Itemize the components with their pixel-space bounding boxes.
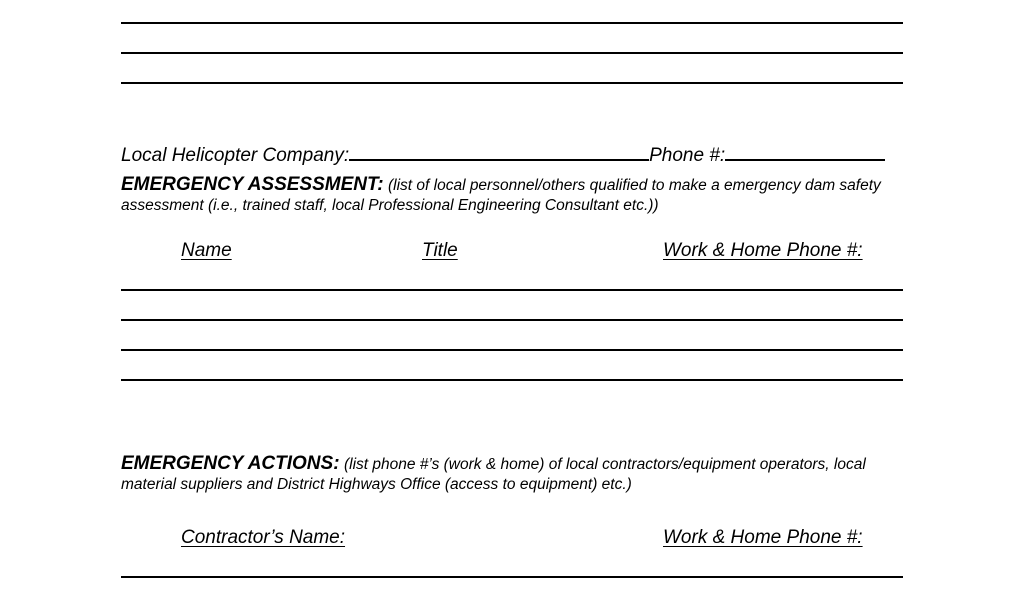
column-header-contractor-phone: Work & Home Phone #: (663, 527, 863, 548)
assessment-section-intro (121, 175, 911, 216)
helicopter-phone-field[interactable] (725, 141, 885, 161)
helicopter-phone-label: Phone #: (649, 145, 726, 166)
column-header-contractor-name: Contractor’s Name: (181, 527, 346, 548)
actions-heading: EMERGENCY ACTIONS: (121, 453, 340, 474)
assessment-entry-line[interactable] (121, 289, 903, 291)
assessment-entry-line[interactable] (121, 319, 903, 321)
blank-entry-line[interactable] (121, 22, 903, 24)
actions-section-intro (121, 454, 911, 495)
blank-entry-line[interactable] (121, 52, 903, 54)
column-header-phone: Work & Home Phone #: (663, 240, 863, 261)
actions-entry-line[interactable] (121, 576, 903, 578)
actions-note: (list phone #’s (work & home) of local contractors/equipment operators, local material suppliers and District Highways Office (access to equipment) etc.) (121, 456, 866, 493)
helicopter-company-field[interactable] (349, 141, 649, 161)
assessment-note: (list of local personnel/others qualified to make a emergency dam safety assessment (i.e., trained staff, local Professional Engineering Consultant etc.)) (121, 177, 881, 214)
assessment-heading: EMERGENCY ASSESSMENT: (121, 174, 384, 195)
column-header-title: Title (422, 240, 458, 261)
helicopter-row (121, 141, 885, 167)
helicopter-company-label: Local Helicopter Company: (121, 145, 350, 166)
assessment-entry-line[interactable] (121, 379, 903, 381)
assessment-entry-line[interactable] (121, 349, 903, 351)
column-header-name: Name (181, 240, 232, 261)
blank-entry-line[interactable] (121, 82, 903, 84)
